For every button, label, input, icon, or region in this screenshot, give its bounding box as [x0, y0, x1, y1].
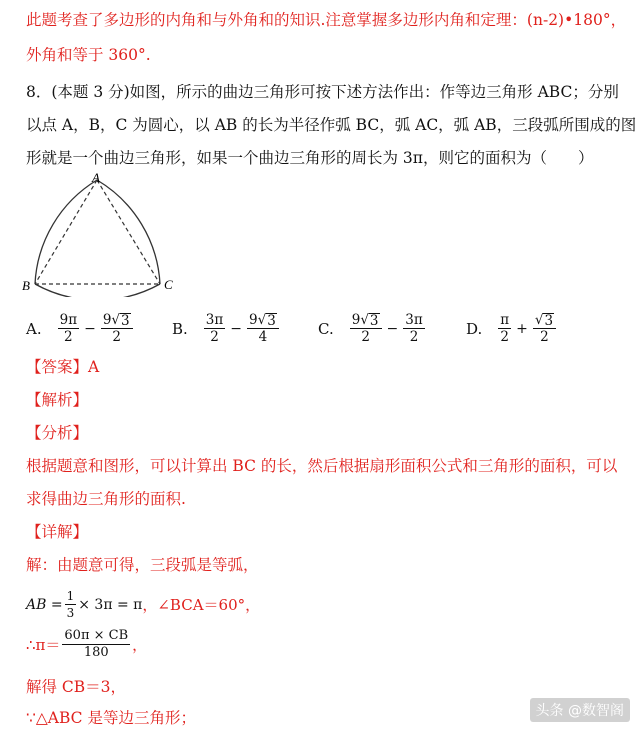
option-d-frac2: √ 3 2	[533, 312, 556, 345]
option-a-letter: A.	[26, 319, 42, 338]
fenxi-line-2: 求得曲边三角形的面积.	[26, 490, 186, 508]
arc-bc	[35, 284, 160, 297]
solution-ab-line	[26, 588, 260, 621]
option-c-op: −	[386, 320, 399, 337]
label-c: C	[164, 277, 173, 292]
option-d[interactable]	[466, 312, 558, 345]
answer-label: 【答案】A	[26, 358, 100, 376]
sol-ab-rest: × 3π = π	[78, 596, 143, 613]
option-a-op: −	[84, 320, 96, 337]
option-c-letter: C.	[318, 319, 334, 338]
sol-ab-frac: $\frac{1}{3}$	[66, 589, 75, 620]
option-b[interactable]	[172, 312, 281, 345]
detail-label: 【详解】	[26, 523, 89, 541]
question-line-1: 8．(本题 3 分)如图，所示的曲边三角形可按下述方法作出：作等边三角形 ABC；分别	[26, 83, 619, 101]
option-c-frac2: $\frac{3\pi}{2}$	[405, 312, 423, 345]
top-line-1: 此题考查了多边形的内角和与外角和的知识.注意掌握多边形内角和定理：(n-2)•180°，	[26, 11, 627, 29]
top-line-2: 外角和等于 360°.	[26, 46, 151, 64]
label-b: B	[22, 278, 30, 293]
option-b-frac1: $\frac{3\pi}{2}$	[205, 312, 224, 345]
option-c[interactable]	[318, 312, 427, 345]
option-d-frac1: $\frac{\pi}{2}$	[500, 312, 510, 345]
sol-angle: ，∠BCA＝60°，	[142, 596, 261, 614]
option-b-letter: B.	[172, 319, 188, 338]
sol-ab-text: AB =	[26, 596, 63, 613]
dashed-ab	[35, 180, 97, 284]
dashed-ac	[97, 180, 160, 284]
solution-cb: 解得 CB＝3，	[26, 678, 127, 696]
option-a-frac1: $\frac{9\pi}{2}$	[59, 312, 78, 345]
option-b-frac2: 9√ 3 4	[247, 312, 279, 345]
question-line-3: 形就是一个曲边三角形，如果一个曲边三角形的周长为 3π，则它的面积为（ ）	[26, 149, 594, 167]
solution-therefore-line	[26, 628, 147, 661]
question-line-2: 以点 A，B，C 为圆心，以 AB 的长为半径作弧 BC，弧 AC，弧 AB，三段弧所围成的图	[26, 116, 637, 134]
option-b-op: −	[230, 320, 242, 337]
fenxi-label: 【分析】	[26, 424, 89, 442]
watermark: 头条 @数智阁	[530, 698, 630, 722]
option-a[interactable]	[26, 312, 135, 345]
arc-ac	[97, 180, 160, 284]
sol-comma: ，	[132, 636, 148, 654]
option-c-frac1: 9√ 3 2	[350, 312, 382, 345]
curved-triangle-figure	[20, 172, 180, 301]
curved-triangle-svg	[20, 172, 180, 297]
solution-line-1: 解：由题意可得，三段弧是等弧，	[26, 556, 259, 574]
solution-because: ∵△ABC 是等边三角形；	[26, 709, 196, 727]
option-d-letter: D.	[466, 319, 483, 338]
sol-frac: $\frac{60\pi \times CB}{180}$	[64, 628, 129, 660]
fenxi-line-1: 根据题意和图形，可以计算出 BC 的长，然后根据扇形面积公式和三角形的面积，可以	[26, 457, 618, 475]
sol-therefore: ∴π＝	[26, 636, 61, 654]
analysis-label: 【解析】	[26, 391, 89, 409]
label-a: A	[92, 172, 100, 185]
option-a-frac2: 9√ 3 2	[101, 312, 133, 345]
option-d-op: +	[516, 320, 528, 337]
